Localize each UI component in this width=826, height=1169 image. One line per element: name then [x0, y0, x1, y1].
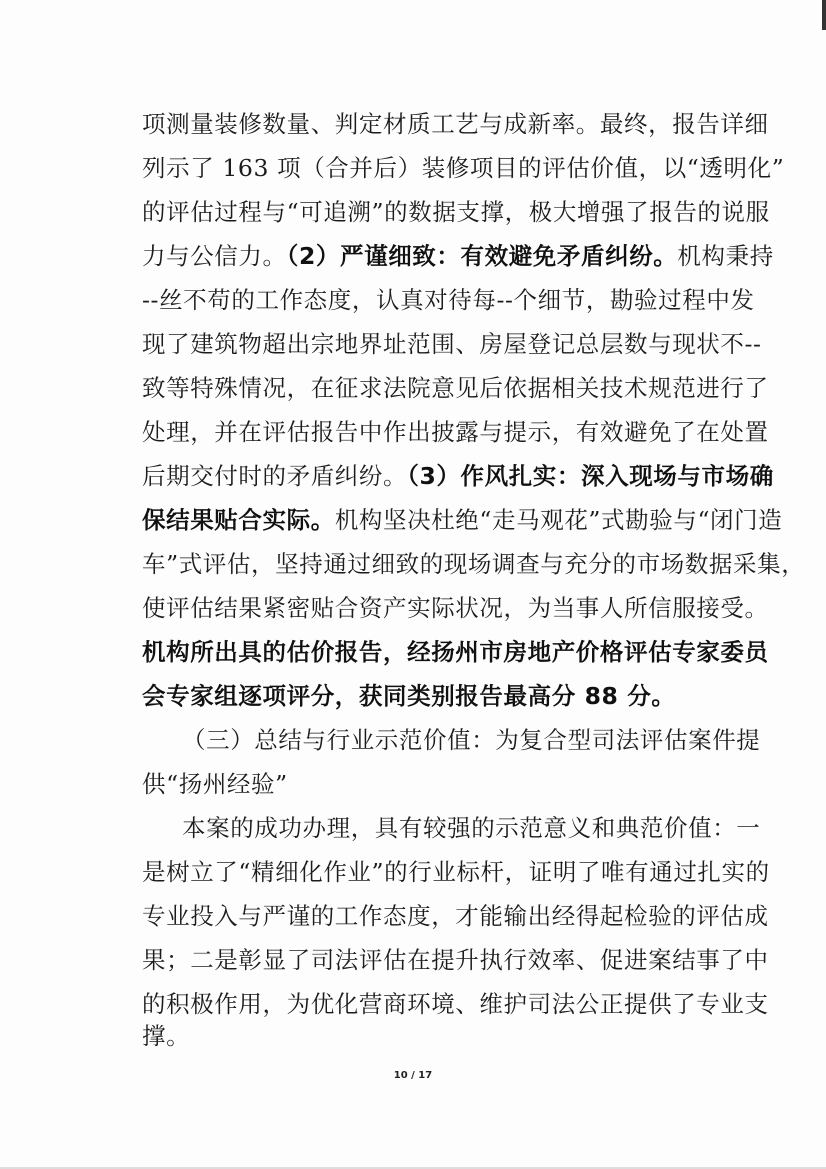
paragraph-line-19: 专业投入与严谨的工作态度，才能输出经得起检验的评估成 — [142, 902, 769, 930]
paragraph-line-2: 列示了 163 项（合并后）装修项目的评估价值，以“透明化” — [142, 154, 785, 182]
paragraph-line-13 — [142, 632, 769, 672]
line-14-bold-text: 会专家组逐项评分，获同类别报告最高分 88 分。 — [142, 682, 676, 710]
paragraph-line-1: 项测量装修数量、判定材质工艺与成新率。最终，报告详细 — [142, 110, 769, 138]
paragraph-line-20: 果；二是彰显了司法评估在提升执行效率、促进案结事了中 — [142, 946, 769, 974]
line-13-bold-text: 机构所出具的估价报告，经扬州市房地产价格评估专家委员 — [142, 638, 769, 666]
section-heading-line-2: 供“扬州经验” — [142, 770, 288, 798]
paragraph-line-5: --丝不苟的工作态度，认真对待每--个细节，勘验过程中发 — [142, 286, 755, 314]
paragraph-line-14 — [142, 676, 732, 716]
line-9-plain: 后期交付时的矛盾纠纷。 — [142, 462, 408, 490]
section-heading-line-1: （三）总结与行业示范价值：为复合型司法评估案件提 — [182, 726, 761, 754]
paragraph-line-11: 车”式评估，坚持通过细致的现场调查与充分的市场数据采集， — [142, 550, 806, 578]
line-4-plain: 力与公信力。 — [142, 242, 287, 270]
paragraph-line-7: 致等特殊情况，在征求法院意见后依据相关技术规范进行了 — [142, 374, 769, 402]
page-number: 10 / 17 — [393, 1070, 433, 1081]
paragraph-line-21: 的积极作用，为优化营商环境、维护司法公正提供了专业支 — [142, 990, 769, 1018]
line-4-bold-heading: （2）严谨细致：有效避免矛盾纠纷。 — [286, 242, 678, 270]
paragraph-line-10 — [142, 500, 783, 540]
line-4-tail: 机构秉持 — [677, 242, 774, 270]
paragraph-line-22: 撑。 — [142, 1022, 191, 1050]
paragraph-line-3: 的评估过程与“可追溯”的数据支撑，极大增强了报告的说服 — [142, 198, 770, 226]
paragraph-line-18: 是树立了“精细化作业”的行业标杆，证明了唯有通过扎实的 — [142, 858, 770, 886]
paragraph-line-12: 使评估结果紧密贴合资产实际状况，为当事人所信服接受。 — [142, 594, 769, 622]
paragraph-line-4 — [142, 236, 774, 276]
line-9-bold-heading: （3）作风扎实：深入现场与市场确 — [407, 462, 774, 490]
line-10-bold-heading: 保结果贴合实际。 — [142, 506, 335, 534]
line-10-tail: 机构坚决杜绝“走马观花”式勘验与“闭门造 — [334, 506, 783, 534]
paragraph-line-8: 处理，并在评估报告中作出披露与提示，有效避免了在处置 — [142, 418, 769, 446]
paragraph-line-17: 本案的成功办理，具有较强的示范意义和典范价值：一 — [182, 814, 761, 842]
scan-edge-mark — [822, 0, 826, 30]
paragraph-line-6: 现了建筑物超出宗地界址范围、房屋登记总层数与现状不-- — [142, 330, 762, 358]
paragraph-line-9 — [142, 456, 774, 496]
